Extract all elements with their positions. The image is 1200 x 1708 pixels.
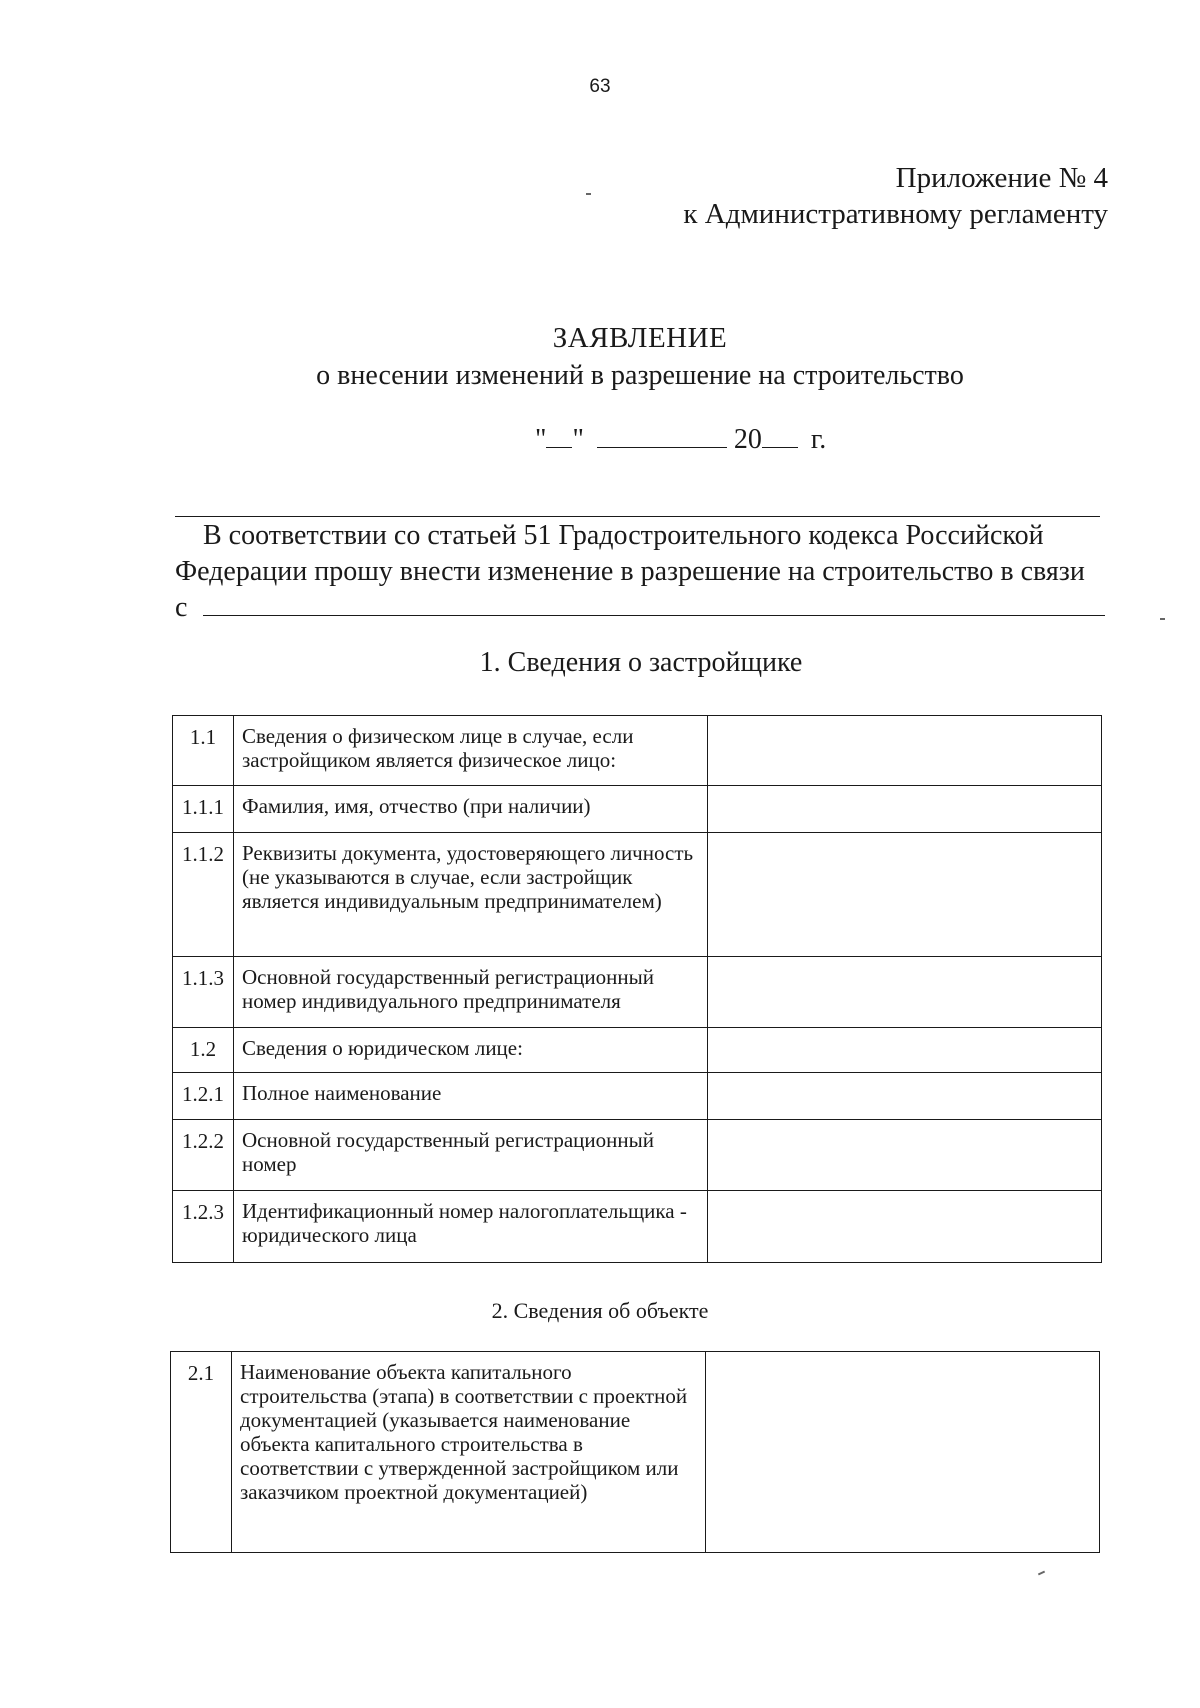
month-blank[interactable]: [597, 425, 727, 448]
row-label: Основной государственный регистрационный номер индивидуального предпринимателя: [234, 957, 708, 1028]
reason-blank[interactable]: [203, 591, 1105, 616]
day-quote-open: ": [535, 424, 547, 455]
table-row: [173, 1191, 1102, 1263]
row-label: Идентификационный номер налогоплательщика - юридического лица: [234, 1191, 708, 1263]
day-quote-close: ": [572, 424, 584, 455]
row-number: 1.2.3: [173, 1191, 234, 1263]
row-value-field[interactable]: [708, 1191, 1102, 1263]
document-title: ЗАЯВЛЕНИЕ: [552, 322, 728, 354]
row-number: 1.1.2: [173, 833, 234, 957]
table-row: [173, 833, 1102, 957]
row-value-field[interactable]: [708, 786, 1102, 833]
row-label: Сведения о юридическом лице:: [234, 1028, 708, 1073]
table-row: [171, 1352, 1100, 1553]
row-number: 1.1.3: [173, 957, 234, 1028]
statement-line-1: В соответствии со статьей 51 Градостроительного кодекса Российской: [203, 520, 1044, 551]
row-value-field[interactable]: [708, 1028, 1102, 1073]
year-prefix: 20: [733, 424, 762, 455]
section-2-title: 2. Сведения об объекте: [491, 1298, 709, 1323]
row-label: Реквизиты документа, удостоверяющего личность (не указываются в случае, если застройщик является индивидуальным предпринимателем): [234, 833, 708, 957]
row-value-field[interactable]: [706, 1352, 1100, 1553]
table-row: [173, 716, 1102, 786]
row-value-field[interactable]: [708, 716, 1102, 786]
row-number: 1.2.1: [173, 1073, 234, 1120]
date-line: [535, 424, 826, 456]
row-number: 1.1.1: [173, 786, 234, 833]
top-rule: [175, 516, 1100, 517]
year-suffix: г.: [810, 424, 827, 455]
statement-line-3-prefix: с: [175, 592, 188, 623]
scan-speck: [1160, 618, 1165, 620]
year-blank[interactable]: [762, 425, 798, 448]
document-subtitle: о внесении изменений в разрешение на строительство: [316, 360, 964, 391]
appendix-reference: к Административному регламенту: [683, 198, 1108, 230]
scan-speck: [1038, 1571, 1045, 1576]
table-row: [173, 1028, 1102, 1073]
section-1-title: 1. Сведения о застройщике: [479, 647, 803, 678]
row-label: Сведения о физическом лице в случае, если застройщиком является физическое лицо:: [234, 716, 708, 786]
scan-speck: [586, 193, 591, 195]
table-row: [173, 786, 1102, 833]
row-number: 2.1: [171, 1352, 232, 1553]
row-value-field[interactable]: [708, 1073, 1102, 1120]
row-label: Фамилия, имя, отчество (при наличии): [234, 786, 708, 833]
row-value-field[interactable]: [708, 1120, 1102, 1191]
row-value-field[interactable]: [708, 833, 1102, 957]
statement-line-3: [175, 590, 1105, 626]
object-info-table: [170, 1351, 1100, 1553]
table-row: [173, 957, 1102, 1028]
page-number: 63: [589, 76, 611, 97]
day-blank[interactable]: [546, 425, 572, 448]
row-label: Полное наименование: [234, 1073, 708, 1120]
appendix-heading: [683, 160, 1108, 232]
table-row: [173, 1073, 1102, 1120]
statement-paragraph: [175, 518, 1105, 626]
row-label: Наименование объекта капитального строительства (этапа) в соответствии с проектной документацией (указывается наименование объекта капитального строительства в соответствии с утвержденной застройщиком или заказчиком проектной документацией): [232, 1352, 706, 1553]
appendix-number: Приложение № 4: [895, 162, 1108, 194]
developer-info-table: [172, 715, 1102, 1263]
row-value-field[interactable]: [708, 957, 1102, 1028]
row-label: Основной государственный регистрационный номер: [234, 1120, 708, 1191]
row-number: 1.1: [173, 716, 234, 786]
table-row: [173, 1120, 1102, 1191]
statement-line-2: Федерации прошу внести изменение в разрешение на строительство в связи: [175, 556, 1085, 587]
row-number: 1.2.2: [173, 1120, 234, 1191]
row-number: 1.2: [173, 1028, 234, 1073]
